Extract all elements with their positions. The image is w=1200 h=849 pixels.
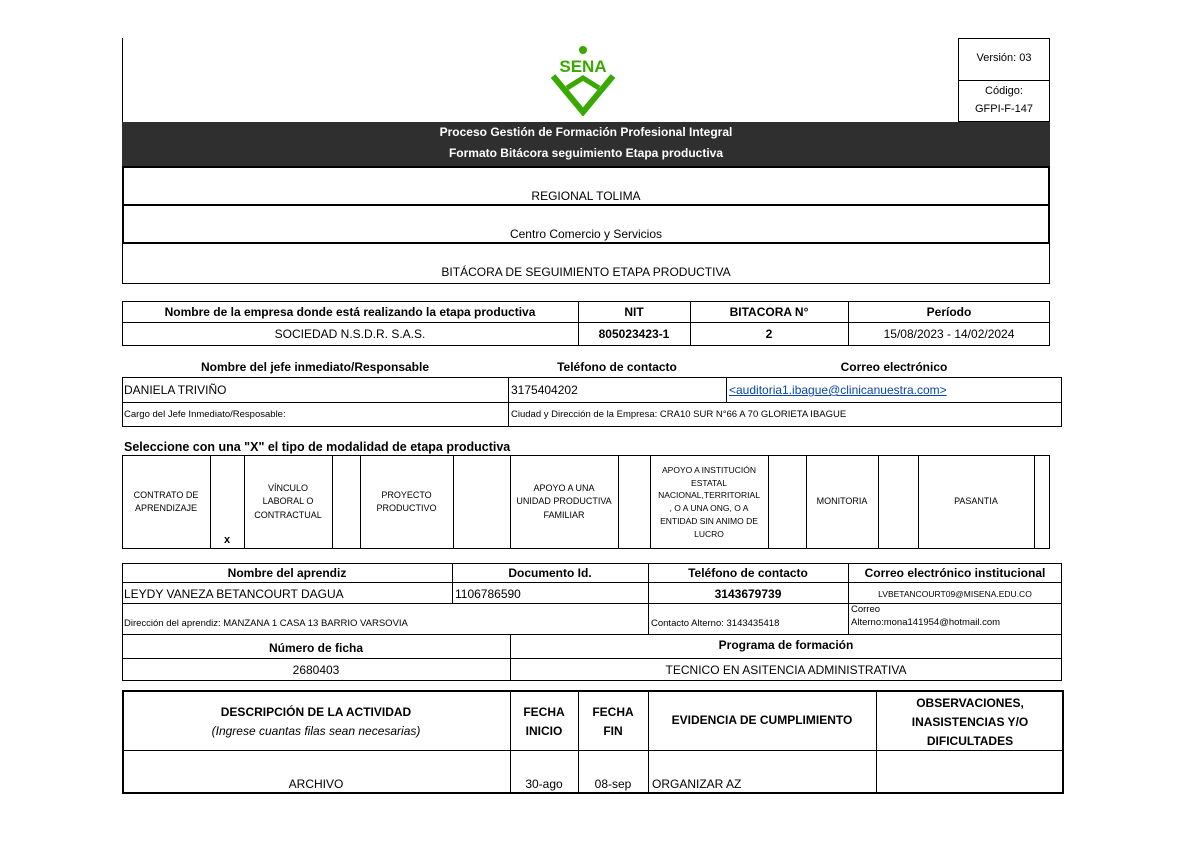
boss-phone-value: 3175404202 (511, 383, 578, 397)
start-header-2: INICIO (525, 724, 563, 738)
code-value: GFPI-F-147 (974, 103, 1034, 115)
modality-option-line: PROYECTO (381, 489, 432, 500)
apprentice-divider-1 (122, 582, 1062, 583)
activity-end: 08-sep (594, 777, 632, 791)
banner-line-2: Formato Bitácora seguimiento Etapa productiva (448, 146, 724, 160)
regional-title: REGIONAL TOLIMA (531, 189, 641, 203)
apprentice-phone-value: 3143679739 (714, 587, 782, 601)
company-address-label: Ciudad y Dirección de la Empresa: CRA10 SUR N°66 A 70 GLORIETA IBAGUE (511, 409, 847, 420)
company-name-value: SOCIEDAD N.S.D.R. S.A.S. (274, 327, 426, 341)
sena-logo (545, 42, 621, 116)
sena-logo-icon (545, 42, 621, 116)
modality-option-line: APOYO A UNA (533, 483, 595, 494)
activities-header-divider (122, 750, 1064, 751)
apprentice-name-label: Nombre del aprendiz (227, 566, 347, 580)
act-col-3 (648, 690, 649, 794)
modality-checkbox-apoyo-institucion[interactable] (768, 455, 806, 549)
ficha-label: Número de ficha (268, 641, 364, 655)
desc-subheader: (Ingrese cuantas filas sean necesarias) (211, 724, 421, 738)
apprentice-email-value: LVBETANCOURT09@MISENA.EDU.CO (878, 589, 1032, 599)
apprentice-email-label: Correo electrónico institucional (864, 566, 1046, 580)
modality-option-apoyo-institucion (650, 455, 768, 549)
ficha-value: 2680403 (292, 663, 340, 677)
activity-start: 30-ago (525, 777, 563, 791)
boss-position-label: Cargo del Jefe Inmediato/Resposable: (124, 409, 286, 420)
apprentice-doc-value: 1106786590 (455, 587, 521, 601)
modality-checkbox-apoyo-familiar[interactable] (618, 455, 650, 549)
modality-title: Seleccione con una "X" el tipo de modalidad de etapa productiva (124, 440, 511, 454)
boss-name-value: DANIELA TRIVIÑO (124, 383, 227, 397)
period-value: 15/08/2023 - 14/02/2024 (883, 327, 1015, 341)
code-label: Código: (985, 85, 1023, 97)
modality-option-line: , O A UNA ONG, O A (669, 503, 749, 513)
modality-option-apoyo-familiar (510, 455, 618, 549)
activity-evidence: ORGANIZAR AZ (652, 777, 742, 791)
modality-option-line: PRODUCTIVO (376, 503, 437, 513)
obs-header-3: DIFICULTADES (926, 734, 1014, 748)
company-row-divider (122, 322, 1050, 323)
program-label: Programa de formación (718, 638, 854, 652)
modality-option-contrato (122, 455, 210, 549)
company-name-label: Nombre de la empresa donde está realizando la etapa productiva (164, 305, 536, 319)
header-left-border (122, 38, 123, 122)
apprentice-address: Dirección del aprendiz: MANZANA 1 CASA 13 BARRIO VARSOVIA (124, 618, 408, 629)
modality-option-line: MONITORIA (816, 496, 868, 507)
modality-option-line: CONTRACTUAL (254, 509, 322, 520)
sena-logo-text: SENA (559, 57, 607, 76)
bitacora-number-value: 2 (765, 327, 773, 341)
boss-name-label: Nombre del jefe inmediato/Responsable (200, 360, 430, 374)
end-header-1: FECHA (592, 705, 634, 719)
modality-option-line: LUCRO (694, 528, 724, 539)
apprentice-alt-email-line1: Correo (851, 604, 881, 615)
apprentice-alt-contact: Contacto Alterno: 3143435418 (651, 618, 780, 629)
modality-option-proyecto (360, 455, 453, 549)
obs-header-1: OBSERVACIONES, (916, 696, 1024, 710)
obs-header-2: INASISTENCIAS Y/O (911, 715, 1029, 729)
nit-value: 805023423-1 (598, 327, 670, 341)
centro-title: Centro Comercio y Servicios (509, 227, 663, 241)
modality-option-line: FAMILIAR (543, 509, 585, 520)
modality-option-monitoria (806, 455, 878, 549)
start-header-1: FECHA (523, 705, 565, 719)
modality-option-line: NACIONAL,TERRITORIAL (658, 490, 760, 501)
modality-option-line: ENTIDAD SIN ANIMO DE (660, 515, 758, 526)
bitacora-title: BITÁCORA DE SEGUIMIENTO ETAPA PRODUCTIVA (441, 265, 731, 279)
apprentice-phone-label: Teléfono de contacto (688, 566, 808, 580)
modality-option-line: APRENDIZAJE (134, 503, 197, 513)
apprentice-divider-2 (122, 603, 1062, 604)
modality-checkbox-monitoria[interactable] (878, 455, 918, 549)
version-label: Versión: 03 (976, 52, 1032, 64)
apprentice-alt-email-line2: Alterno:mona141954@hotmail.com (851, 617, 1001, 628)
program-value: TECNICO EN ASITENCIA ADMINISTRATIVA (665, 663, 907, 677)
version-divider (958, 80, 1050, 81)
modality-checkbox-pasantia[interactable] (1034, 455, 1050, 549)
boss-col-2 (726, 377, 727, 402)
modality-option-line: UNIDAD PRODUCTIVA (516, 496, 612, 507)
apprentice-doc-label: Documento Id. (508, 566, 592, 580)
boss-col-1 (508, 377, 509, 427)
nit-label: NIT (624, 305, 644, 319)
modality-option-line: CONTRATO DE (133, 489, 199, 500)
modality-option-pasantia (918, 455, 1034, 549)
boss-email-label: Correo electrónico (840, 360, 948, 374)
modality-checkbox-vinculo[interactable] (332, 455, 360, 549)
modality-option-line: PASANTIA (954, 496, 998, 507)
modality-checkbox-contrato[interactable]: x (223, 534, 231, 546)
desc-header: DESCRIPCIÓN DE LA ACTIVIDAD (220, 705, 412, 719)
modality-checkbox-proyecto[interactable] (453, 455, 510, 549)
evidence-header: EVIDENCIA DE CUMPLIMIENTO (671, 713, 853, 727)
boss-phone-label: Teléfono de contacto (557, 360, 677, 374)
activity-description: ARCHIVO (288, 777, 344, 791)
period-label: Período (926, 305, 972, 319)
modality-option-vinculo (244, 455, 332, 549)
modality-option-line: APOYO A INSTITUCIÓN (662, 464, 756, 475)
ficha-divider (122, 658, 1062, 659)
apprentice-name-value: LEYDY VANEZA BETANCOURT DAGUA (124, 587, 344, 601)
banner-line-1: Proceso Gestión de Formación Profesional Integral (439, 125, 733, 139)
bitacora-number-label: BITACORA N° (729, 305, 809, 319)
boss-row-divider (122, 402, 1062, 403)
end-header-2: FIN (603, 724, 623, 738)
modality-option-line: ESTATAL (691, 477, 727, 488)
modality-option-line: VÍNCULO (267, 483, 308, 494)
boss-email-link[interactable]: <auditoria1.ibague@clinicanuestra.com> (729, 383, 947, 397)
modality-option-line: LABORAL O (262, 496, 314, 507)
